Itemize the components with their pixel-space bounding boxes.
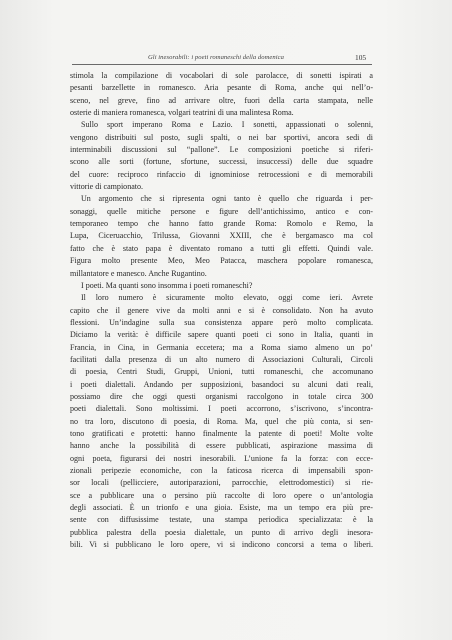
text-line: sonaggi, quelle mitiche persone e figure dell’antichissimo, antico e con-: [70, 206, 373, 216]
text-line: Lupa, Ciceruacchio, Trilussa, Giovanni XXIII, che è bergamasco ma col: [70, 231, 373, 241]
text-line: interminabili discussioni sul “pallone”. Le composizioni poetiche si riferi-: [70, 145, 373, 155]
text-line: ogni poeta, figurarsi dei nostri inesorabili. L’unione fa la forza: con ecce-: [70, 453, 373, 463]
text-line: capito che il genere vive da molti anni e si è consolidato. Non ha avuto: [70, 305, 373, 315]
text-line: sce a pubblicare una o persino più raccolte di loro opere o un’antologia: [70, 490, 373, 500]
text-line: I poeti. Ma quanti sono insomma i poeti romaneschi?: [81, 280, 253, 290]
text-line: bili. Vi si pubblicano le loro opere, vi si indicono concorsi a tema o liberi.: [70, 540, 373, 550]
page-number: 105: [355, 53, 367, 62]
text-line: stimola la compilazione di vocabolari di sole parolacce, di sonetti ispirati a: [70, 71, 373, 80]
text-line: fatto che è stato papa è diventato romano a tutti gli effetti. Quindi vale.: [70, 243, 373, 253]
text-line: possiamo dire che oggi questi organismi raccolgono in totale circa 300: [70, 391, 373, 401]
text-line: facilitati dalla presenza di un alto numero di Associazioni Culturali, Circoli: [70, 354, 373, 364]
text-line: Diciamo la verità: è difficile sapere quanti poeti ci sono in Italia, quanti in: [70, 330, 373, 340]
text-line: sor locali (pellicciere, autoriparazioni, parrocchie, elettrodomestici) si rie-: [70, 478, 373, 488]
running-title: Gli inesorabili: i poeti romaneschi della domenica: [148, 54, 284, 61]
header-rule: [72, 64, 372, 65]
paragraph: [70, 292, 373, 551]
body-text: [70, 70, 373, 551]
text-line: sente con diffusissime testate, una stampa periodica specializzata: è la: [70, 515, 373, 525]
text-line: osterie di maniera romanesca, volgari teatrini di una malintesa Roma.: [70, 108, 294, 118]
text-line: vengono distribuiti sul posto, sugli spalti, o nei bar sportivi, ancora sedi di: [70, 132, 373, 142]
text-line: Francia, in Cina, in Germania eccetera; ma a Roma siamo almeno un po’: [70, 342, 373, 352]
text-line: degli associati. È un trionfo e una gioia. Esiste, ma un tempo era più pre-: [70, 503, 373, 513]
text-line: zionali peripezie economiche, con la faticosa ricerca di impensabili spon-: [70, 466, 373, 475]
text-line: no tra loro, discutono di poesia, di Roma. Ma, quel che più conta, si sen-: [70, 416, 373, 426]
text-line: vittorie di campionato.: [70, 182, 144, 192]
paragraph: [70, 119, 373, 193]
text-line: del cuore: reciproco rinfaccio di ignominiose retrocessioni e di memorabili: [70, 169, 373, 179]
text-line: temporaneo tempo che hanno fatto grande Roma: Romolo e Remo, la: [70, 219, 373, 229]
text-line: pesanti barzellette in romanesco. Aria pesante di Roma, anche qui nell’o-: [70, 83, 373, 93]
text-line: di poesia, Centri Studi, Gruppi, Unioni, tutti romaneschi, che accomunano: [70, 367, 373, 377]
text-line: scono alle sorti (fortune, sfortune, successi, insuccessi) delle due squadre: [70, 157, 373, 167]
text-line: hanno anche la possibilità di essere pubblicati, aspirazione massima di: [70, 441, 373, 451]
text-line: Il loro numero è sicuramente molto elevato, oggi come ieri. Avrete: [81, 293, 373, 303]
text-line: tono gratificati e protetti: hanno finalmente la patente di poeti! Molte volte: [70, 428, 373, 438]
text-line: i poeti dialettali. Andando per supposizioni, basandoci su alcuni dati reali,: [70, 379, 373, 389]
paragraph: [70, 193, 373, 279]
text-line: Un argomento che si ripresenta ogni tanto è quello che riguarda i per-: [81, 194, 373, 204]
text-line: pubblica palestra della poesia dialettale, un punto di arrivo degli inesora-: [70, 527, 373, 537]
text-line: Figura molto presente Meo, Meo Patacca, maschera popolare romanesca,: [70, 256, 373, 266]
paragraph: [70, 70, 373, 119]
text-line: poeti dialettali. Sono moltissimi. I poeti accorrono, s’iscrivono, s’incontra-: [70, 404, 373, 414]
text-line: Sullo sport imperano Roma e Lazio. I sonetti, appassionati o solenni,: [81, 120, 373, 130]
text-line: millantatore e manesco. Anche Rugantino.: [70, 268, 207, 278]
text-line: flessioni. Un’indagine sulla sua consistenza appare però molto complicata.: [70, 317, 373, 327]
text-line: sceno, nel greve, fino ad arrivare oltre, fuori della carta stampata, nelle: [70, 95, 373, 105]
paragraph: [70, 280, 373, 292]
